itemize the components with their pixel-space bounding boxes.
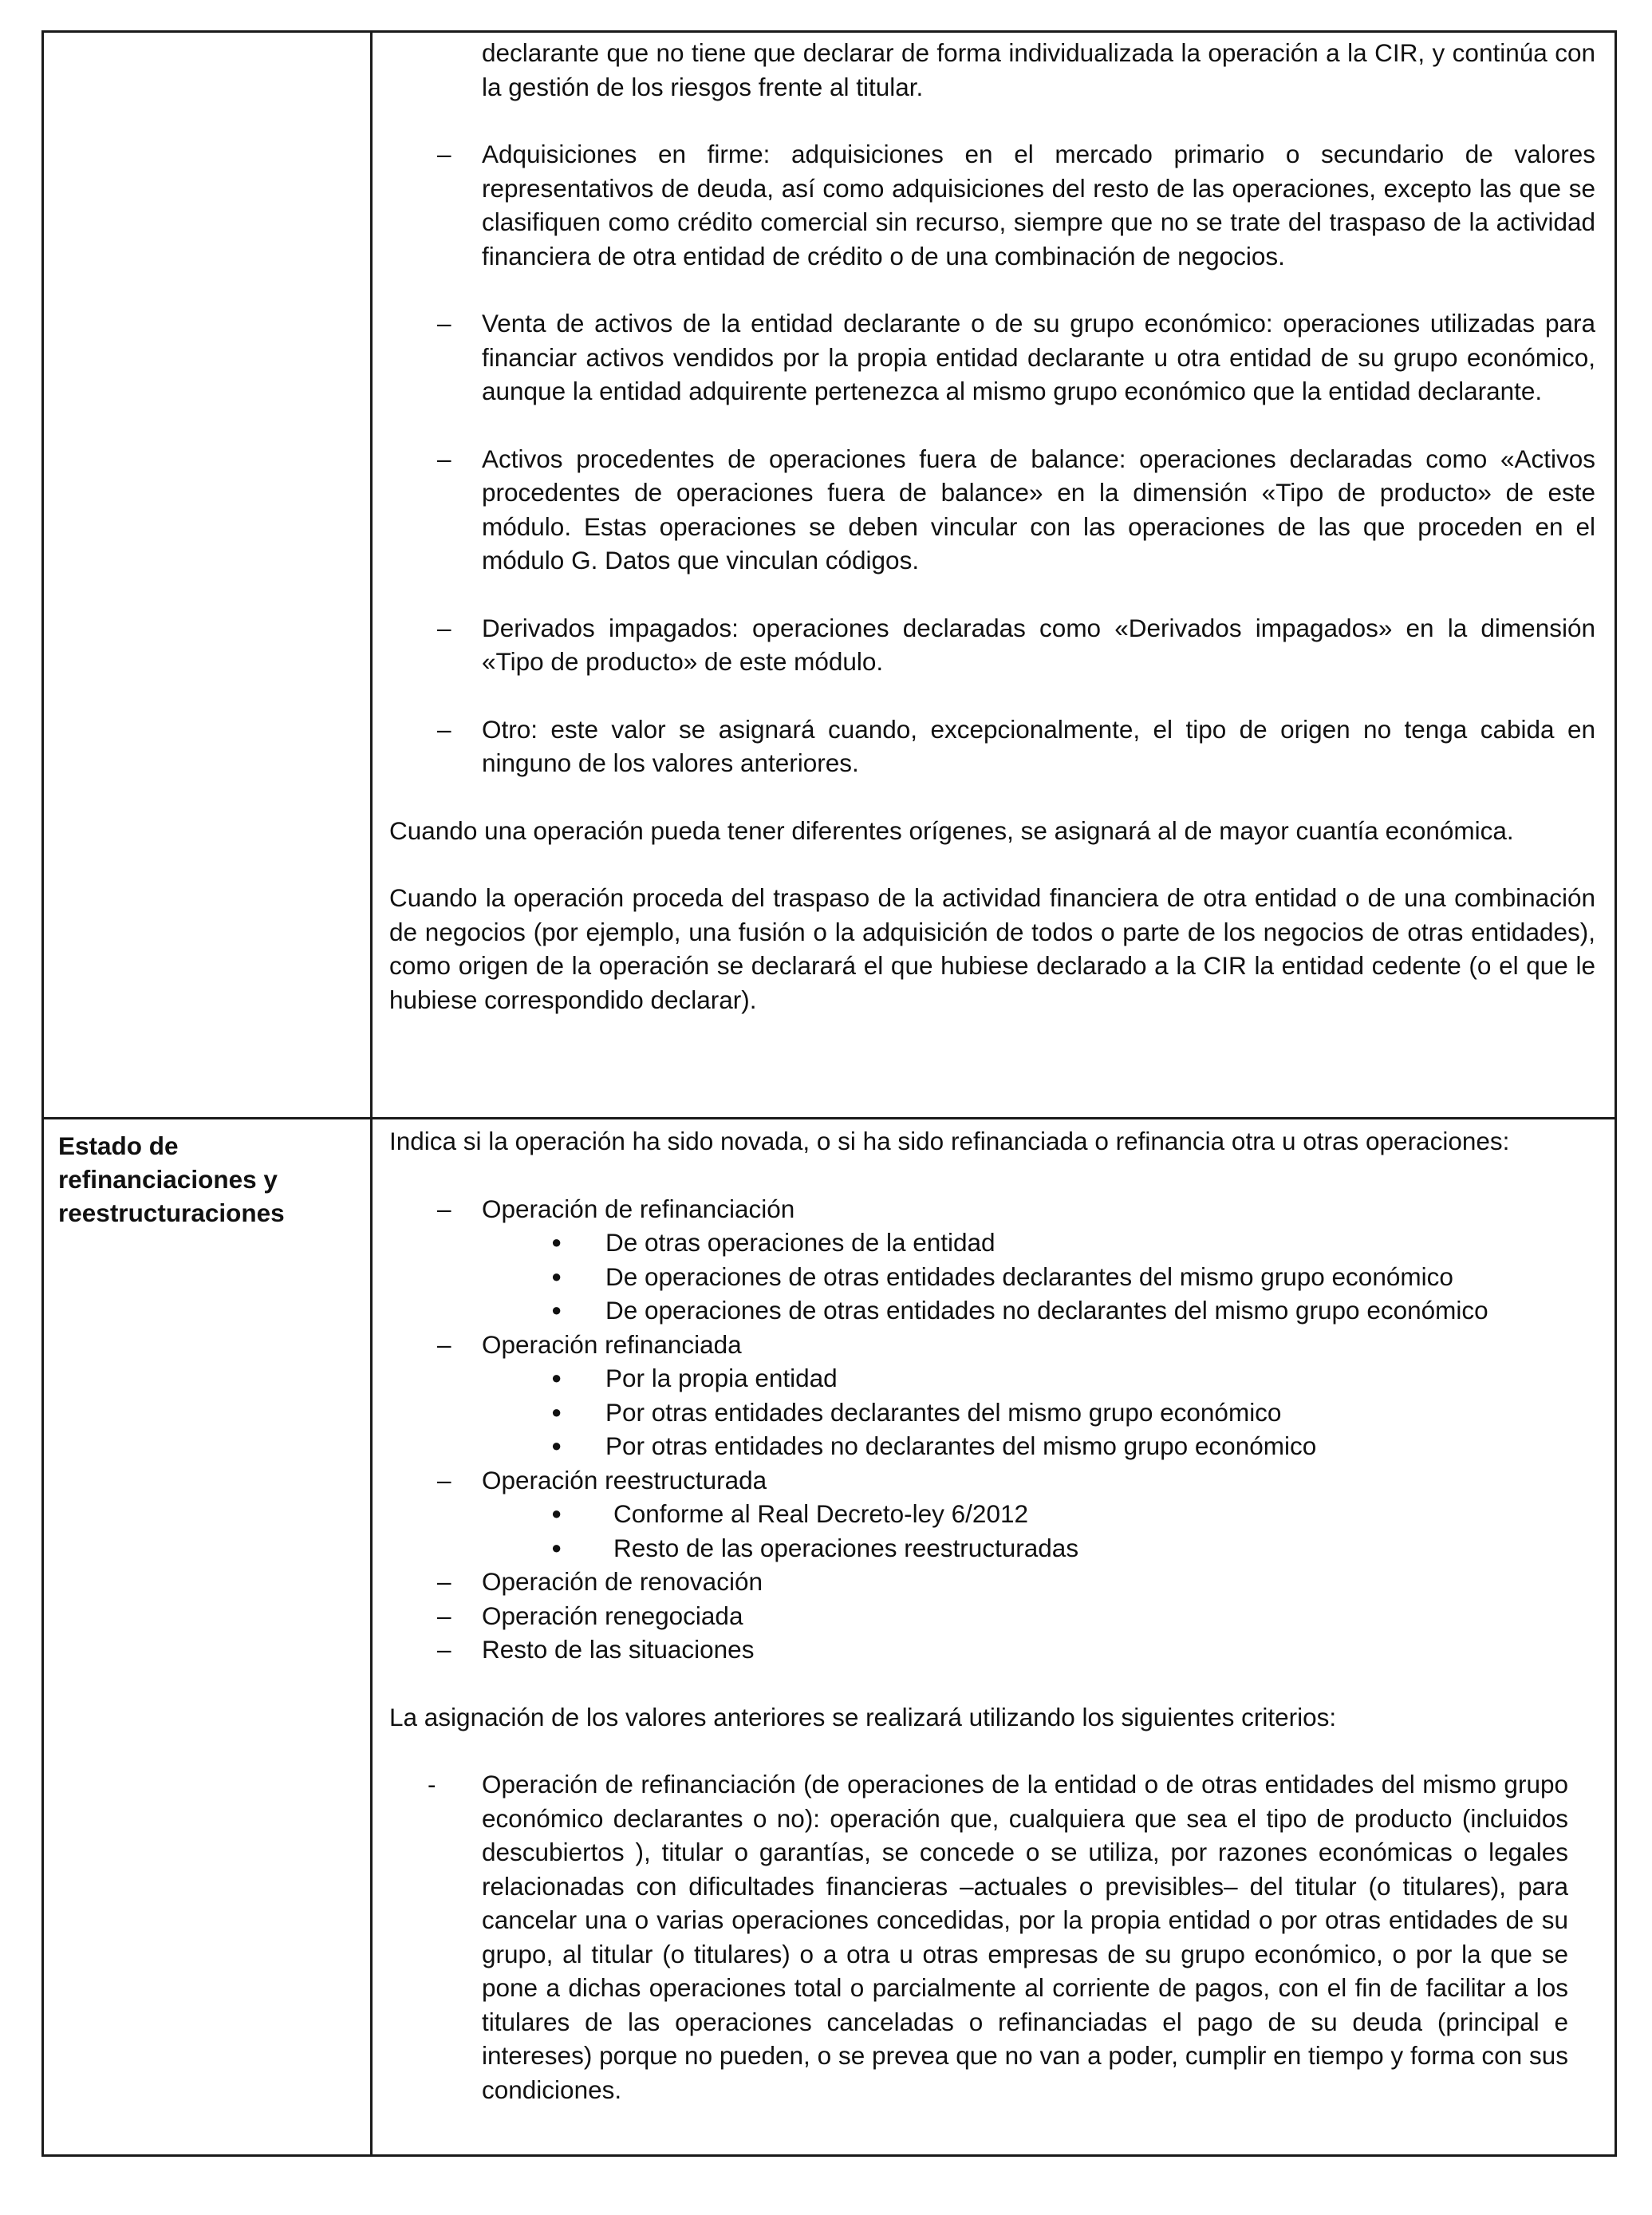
dash-marker: –	[437, 1465, 451, 1494]
dash-marker: –	[437, 444, 451, 473]
table-row-estado-refinanciaciones	[43, 1119, 1616, 2156]
list-item-otro: – Otro: este valor se asignará cuando, excepcionalmente, el tipo de origen no tenga cabida en ninguno de los valores anteriores.	[389, 713, 1595, 780]
bullet-marker: ●	[551, 1232, 562, 1252]
sub-item: ● Conforme al Real Decreto-ley 6/2012	[389, 1497, 1595, 1531]
dash-marker: –	[437, 613, 451, 642]
dash-marker: –	[437, 1194, 451, 1223]
paragraph-criteria-intro: La asignación de los valores anteriores se realizará utilizando los siguientes criterios:	[389, 1702, 1337, 1731]
list-item-derivados-impagados: – Derivados impagados: operaciones declaradas como «Derivados impagados» en la dimensión «Tipo de producto» de este módulo.	[389, 611, 1595, 679]
row-label-cell	[43, 32, 372, 1119]
bullet-marker: ●	[551, 1265, 562, 1286]
dash-marker: –	[437, 309, 451, 338]
sub-item: ● Por otras entidades declarantes del mismo grupo económico	[389, 1396, 1595, 1430]
row-content-cell	[372, 32, 1616, 1119]
paragraph-traspaso: Cuando la operación proceda del traspaso de la actividad financiera de otra entidad o de una combinación de negocios (por ejemplo, una fusión o la adquisición de todos o parte de los negocios de otras entidades), como origen de la operación se declarará el que hubiese declarado a la CIR la entidad cedente (o el que le hubiese correspondido declarar).	[389, 883, 1595, 1014]
dash-marker: –	[437, 1601, 451, 1630]
bullet-marker: ●	[551, 1368, 562, 1388]
bullet-marker: ●	[551, 1503, 562, 1523]
list-item-renegociada: – Operación renegociada	[389, 1599, 1595, 1633]
definition-table	[41, 30, 1617, 2157]
dash-marker: –	[437, 140, 451, 168]
table-row-origen	[43, 32, 1616, 1119]
sub-item: ● Por otras entidades no declarantes del mismo grupo económico	[389, 1429, 1595, 1463]
row-content-cell	[372, 1119, 1616, 2156]
bullet-marker: ●	[551, 1300, 562, 1320]
sub-item: ● Resto de las operaciones reestructuradas	[389, 1531, 1595, 1566]
sub-item: ● De operaciones de otras entidades no declarantes del mismo grupo económico	[389, 1293, 1595, 1328]
list-item-continuation: declarante que no tiene que declarar de forma individualizada la operación a la CIR, y continúa con la gestión de los riesgos frente al titular.	[482, 38, 1595, 101]
list-item-renovacion: – Operación de renovación	[389, 1565, 1595, 1599]
list-item-reestructurada: – Operación reestructurada	[389, 1463, 1595, 1498]
list-item-activos-fuera-balance: – Activos procedentes de operaciones fuera de balance: operaciones declaradas como «Activos procedentes de operaciones fuera de balance» en la dimensión «Tipo de producto» de este módulo. Estas operaciones se deben vincular con las operaciones de las que proceden en el módulo G. Datos que vinculan códigos.	[389, 442, 1595, 578]
list-item-adquisiciones: – Adquisiciones en firme: adquisiciones en el mercado primario o secundario de valores representativos de deuda, así como adquisiciones del resto de las operaciones, excepto las que se clasifiquen como crédito comercial sin recurso, siempre que no se trate del traspaso de la actividad financiera de otra entidad de crédito o de una combinación de negocios.	[389, 137, 1595, 273]
dash-marker: –	[437, 1635, 451, 1664]
dash-marker: –	[437, 714, 451, 744]
paragraph-intro: Indica si la operación ha sido novada, o si ha sido refinanciada o refinancia otra u otras operaciones:	[389, 1127, 1510, 1155]
sub-item: ● De otras operaciones de la entidad	[389, 1226, 1595, 1260]
list-item-resto: – Resto de las situaciones	[389, 1633, 1595, 1667]
bullet-marker: ●	[551, 1435, 562, 1455]
row-label: Estado de refinanciaciones y reestructuraciones	[58, 1131, 285, 1227]
bullet-marker: ●	[551, 1401, 562, 1422]
hyphen-marker: -	[428, 1770, 436, 1798]
list-item-refinanciacion: – Operación de refinanciación	[389, 1192, 1595, 1226]
dash-marker: –	[437, 1329, 451, 1359]
list-item-refinanciada: – Operación refinanciada	[389, 1328, 1595, 1362]
bullet-marker: ●	[551, 1537, 562, 1558]
paragraph-origenes: Cuando una operación pueda tener diferentes orígenes, se asignará al de mayor cuantía económica.	[389, 815, 1514, 845]
row-label-cell	[43, 1119, 372, 2156]
sub-item: ● De operaciones de otras entidades declarantes del mismo grupo económico	[389, 1260, 1595, 1294]
sub-item: ● Por la propia entidad	[389, 1361, 1595, 1396]
dash-marker: –	[437, 1567, 451, 1596]
list-item-venta-activos: – Venta de activos de la entidad declarante o de su grupo económico: operaciones utilizadas para financiar activos vendidos por la propia entidad declarante u otra entidad de su grupo económico, aunque la entidad adquirente pertenezca al mismo grupo económico que la entidad declarante.	[389, 306, 1595, 409]
list-item-criterio-refinanciacion: - Operación de refinanciación (de operaciones de la entidad o de otras entidades del mismo grupo económico declarantes o no): operación que, cualquiera que sea el tipo de producto (incluidos descubiertos ), titular o garantías, se concede o se utiliza, por razones económicas o legales relacionadas con dificultades financieras –actuales o previsibles– del titular (o titulares), para cancelar una o varias operaciones concedidas, por la propia entidad o por otras entidades de su grupo, al titular (o titulares) o a otra u otras empresas de su grupo económico, o por la que se pone a dichas operaciones total o parcialmente al corriente de pagos, con el fin de facilitar a los titulares de las operaciones canceladas o refinanciadas el pago de su deuda (principal e intereses) porque no pueden, o se prevea que no van a poder, cumplir en tiempo y forma con sus condiciones.	[389, 1767, 1595, 2106]
row-label	[44, 33, 370, 42]
